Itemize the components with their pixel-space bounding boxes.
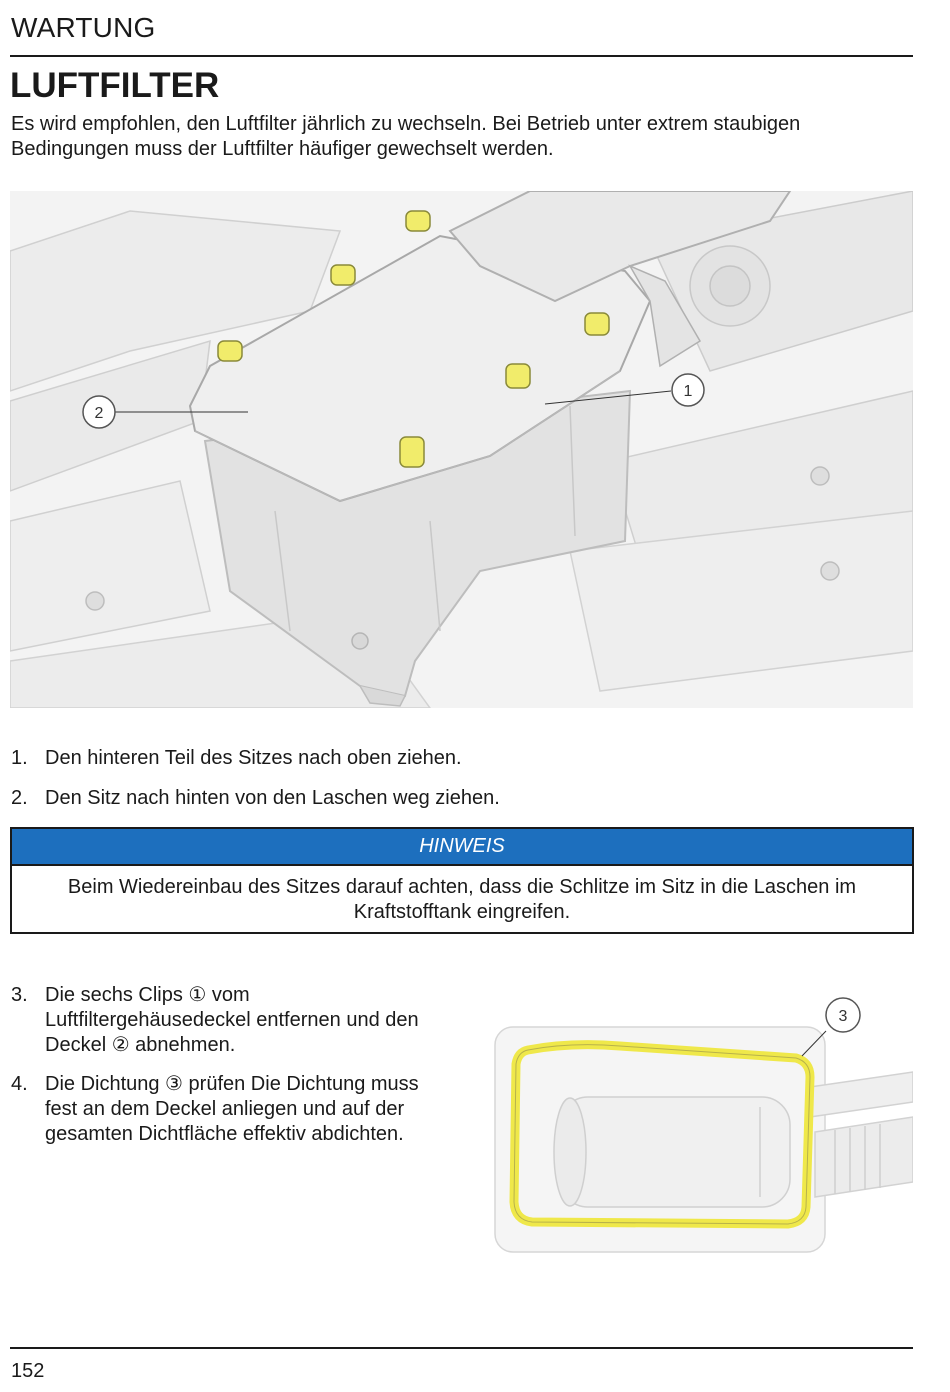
step-list-2 — [11, 983, 431, 1161]
airbox-illustration — [10, 191, 913, 708]
step-list-1 — [11, 746, 911, 826]
intro-paragraph: Es wird empfohlen, den Luftfilter jährlich zu wechseln. Bei Betrieb unter extrem staubigen Bedingungen muss der Luftfilter häufiger gewechselt werden. — [11, 113, 801, 160]
seal-illustration — [470, 982, 913, 1272]
notice-text: Beim Wiedereinbau des Sitzes darauf achten, dass die Schlitze im Sitz in die Laschen im Kraftstofftank eingreifen. — [67, 876, 857, 923]
footer-divider — [10, 1347, 913, 1349]
page-number: 152 — [11, 1360, 45, 1382]
step-item — [11, 786, 911, 811]
step-number: 3. — [11, 984, 28, 1006]
step-item — [11, 1072, 431, 1147]
notice-heading: HINWEIS — [12, 829, 912, 866]
step-number: 1. — [11, 747, 28, 769]
step-text: Die sechs Clips ① vom Luftfiltergehäusedeckel entfernen und den Deckel ② abnehmen. — [45, 984, 419, 1056]
section-heading: WARTUNG — [11, 12, 156, 43]
step-item — [11, 746, 911, 771]
callout-1-label: 1 — [683, 383, 693, 400]
step-number: 4. — [11, 1073, 28, 1095]
page-title: LUFTFILTER — [10, 66, 220, 105]
step-text: Den Sitz nach hinten von den Laschen weg ziehen. — [45, 787, 500, 809]
callout-3-label: 3 — [838, 1008, 848, 1025]
header-divider — [10, 55, 913, 57]
step-item — [11, 983, 431, 1058]
step-number: 2. — [11, 787, 28, 809]
step-text: Den hinteren Teil des Sitzes nach oben ziehen. — [45, 747, 462, 769]
step-text: Die Dichtung ③ prüfen Die Dichtung muss fest an dem Deckel anliegen und auf der gesamten Dichtfläche effektiv abdichten. — [45, 1073, 419, 1145]
notice-box — [10, 827, 914, 934]
callout-2-label: 2 — [94, 405, 104, 422]
